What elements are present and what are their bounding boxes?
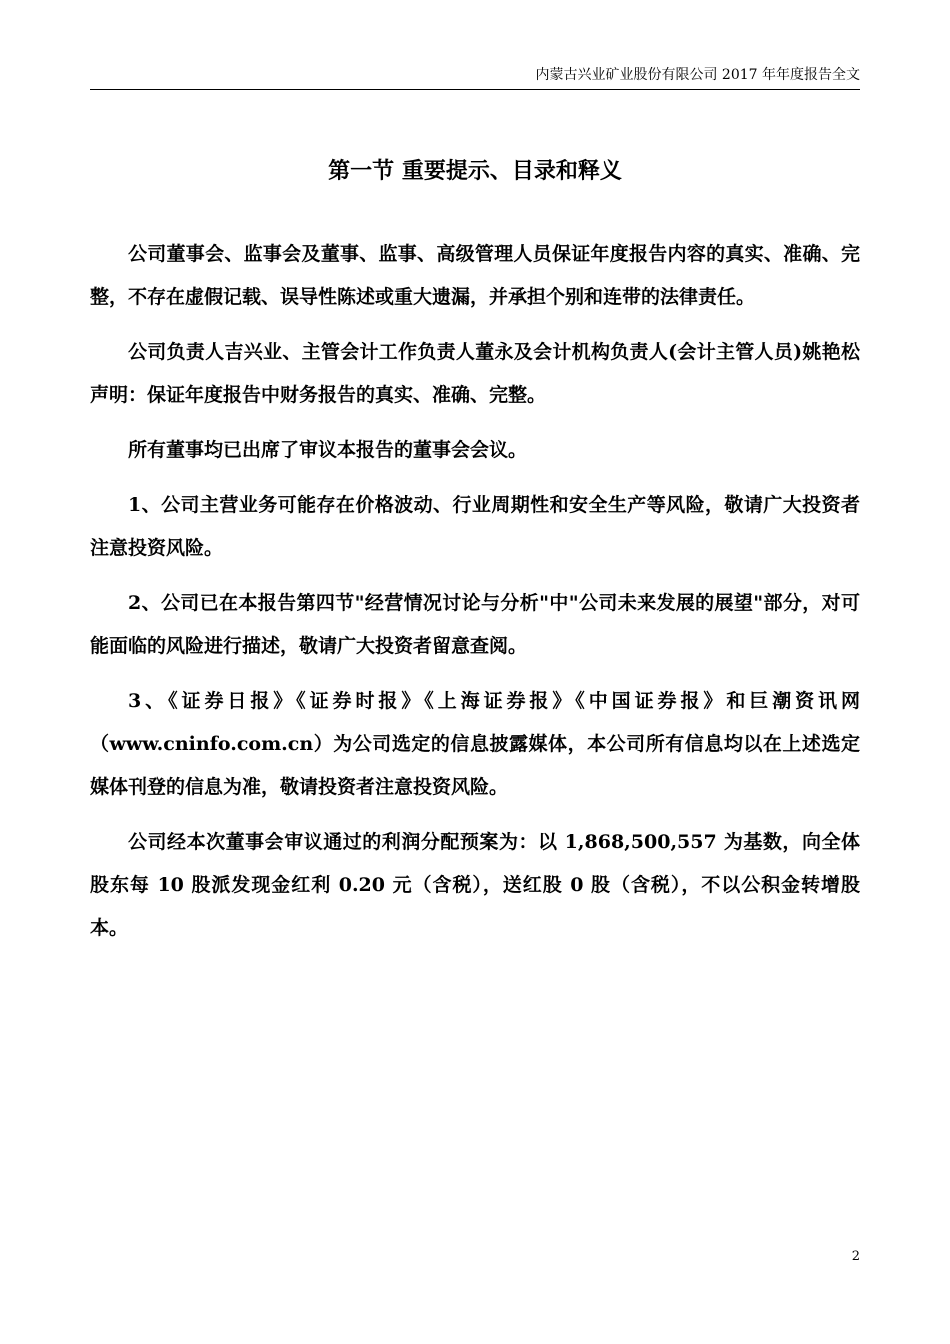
paragraph-profit-distribution: 公司经本次董事会审议通过的利润分配预案为：以 1,868,500,557 为基数，向全体股东每 10 股派发现金红利 0.20 元（含税），送红股 0 股（含税），不以公积金转增股本。 — [90, 831, 860, 939]
running-header: 内蒙古兴业矿业股份有限公司 2017 年年度报告全文 — [535, 67, 860, 83]
document-body — [90, 233, 860, 962]
paragraph-responsibility-statement: 公司董事会、监事会及董事、监事、高级管理人员保证年度报告内容的真实、准确、完整，不存在虚假记载、误导性陈述或重大遗漏，并承担个别和连带的法律责任。 — [90, 243, 860, 308]
header-divider — [90, 89, 860, 90]
section-title: 第一节 重要提示、目录和释义 — [328, 158, 622, 184]
paragraph-risk-note-2: 2、公司已在本报告第四节"经营情况讨论与分析"中"公司未来发展的展望"部分，对可能面临的风险进行描述，敬请广大投资者留意查阅。 — [90, 592, 860, 657]
paragraph-risk-note-1: 1、公司主营业务可能存在价格波动、行业周期性和安全生产等风险，敬请广大投资者注意投资风险。 — [90, 494, 860, 559]
page-number: 2 — [851, 1249, 860, 1264]
paragraph-disclosure-media: 3、《证券日报》《证券时报》《上海证券报》《中国证券报》和巨潮资讯网（www.cninfo.com.cn）为公司选定的信息披露媒体，本公司所有信息均以在上述选定媒体刊登的信息为准，敬请投资者注意投资风险。 — [90, 690, 860, 798]
paragraph-board-attendance: 所有董事均已出席了审议本报告的董事会会议。 — [128, 439, 528, 461]
paragraph-financial-report-declaration: 公司负责人吉兴业、主管会计工作负责人董永及会计机构负责人(会计主管人员)姚艳松声明：保证年度报告中财务报告的真实、准确、完整。 — [90, 341, 860, 406]
